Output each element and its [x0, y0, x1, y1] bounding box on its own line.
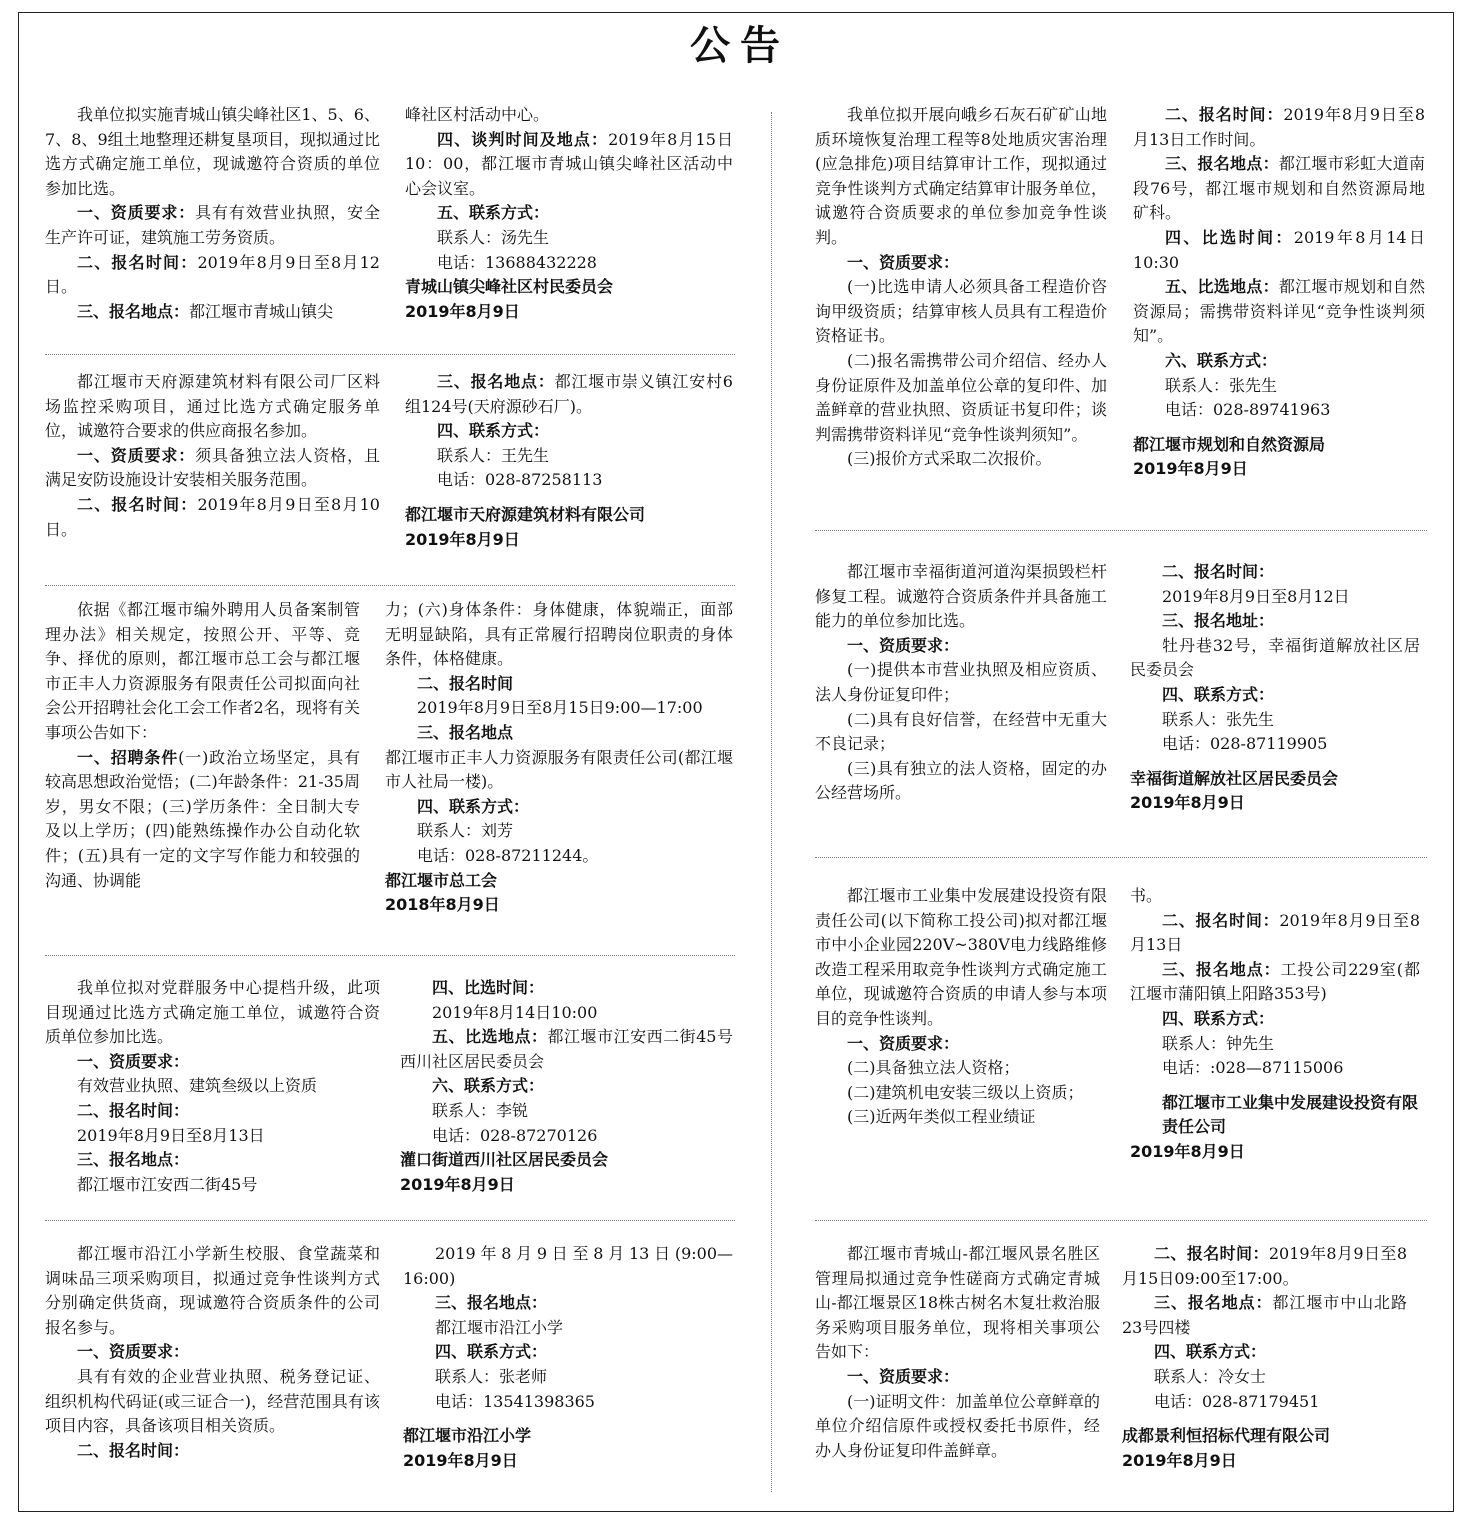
section-heading: 一、资质要求： — [77, 1342, 190, 1362]
section-heading: 四、联系方式： — [1162, 1008, 1275, 1028]
notice-1-left — [45, 103, 380, 324]
notice-text — [385, 721, 733, 746]
signature-date: 2019年8月9日 — [1130, 793, 1245, 813]
section-text: 2019年8月9日至8月13日工作时间。 — [1133, 105, 1425, 149]
notice-text — [405, 370, 733, 419]
notice-4-right — [400, 976, 733, 1197]
section-text: 都江堰市江安西二街45号 — [77, 1174, 258, 1194]
notice-9-right — [1122, 1242, 1407, 1473]
contact-phone: 电话：028-89741963 — [1165, 400, 1331, 420]
notice-8-right — [1130, 884, 1420, 1165]
notice-7-right — [1130, 560, 1420, 816]
section-heading: 二、报名时间 — [417, 673, 514, 693]
section-heading: 三、报名地点： — [77, 301, 190, 321]
notice-4-left — [45, 976, 380, 1197]
section-text: 都江堰市彩虹大道南段76号，都江堰市规划和自然资源局地矿科。 — [1133, 154, 1425, 223]
notice-text — [1130, 560, 1420, 585]
notice-text — [45, 201, 380, 250]
signature-date: 2018年8月9日 — [385, 895, 500, 915]
notice-text — [405, 201, 733, 226]
notice-text — [815, 1365, 1100, 1390]
signature-org: 幸福街道解放社区居民委员会 — [1130, 768, 1339, 788]
signature-date: 2019年8月9日 — [400, 1174, 515, 1194]
notice-text: 我单位拟实施青城山镇尖峰社区1、5、6、7、8、9组土地整理还耕复垦项目，现拟通过比选方式确定施工单位，现诚邀符合资质的单位参加比选。 — [45, 105, 380, 198]
notice-text — [1122, 1340, 1407, 1365]
section-text: (三)近两年类似工程业绩证 — [847, 1107, 1036, 1127]
section-heading: 二、报名时间： — [77, 252, 198, 272]
section-text: 都江堰市中山北路23号四楼 — [1122, 1293, 1407, 1337]
contact-person: 联系人：冷女士 — [1154, 1366, 1267, 1386]
signature-date: 2019年8月9日 — [405, 529, 520, 549]
section-text: 都江堰市青城山镇尖 — [189, 301, 334, 321]
contact-phone: 电话：028-87211244。 — [417, 845, 599, 865]
section-text: 工投公司229室(都江堰市蒲阳镇上阳路353号) — [1130, 959, 1420, 1004]
section-text: (二)报名需携带公司介绍信、经办人身份证原件及加盖单位公章的复印件、加盖鲜章的营业执照、资质证书复印件；谈判需携带资料详见“竞争性谈判须知”。 — [815, 350, 1107, 444]
separator — [815, 857, 1427, 858]
notice-text: 力；(六)身体条件：身体健康，体貌端正，面部无明显缺陷，具有正常履行招聘岗位职责的身体条件，体格健康。 — [385, 600, 733, 669]
contact-phone: 电话：028-87119905 — [1162, 734, 1328, 754]
notice-text — [815, 251, 1107, 276]
section-text: (一)提供本市营业执照及相应资质、法人身份证复印件； — [815, 660, 1107, 704]
section-heading: 三、报名地点： — [77, 1150, 190, 1170]
section-text: 都江堰市江安西二街45号西川社区居民委员会 — [400, 1027, 733, 1071]
separator — [45, 354, 735, 355]
notice-text — [1130, 609, 1420, 634]
contact-person: 联系人：张老师 — [435, 1366, 548, 1386]
notice-text — [815, 1032, 1107, 1057]
notice-text: 都江堰市工业集中发展建设投资有限责任公司(以下简称工投公司)拟对都江堰市中小企业园220V~380V电力线路维修改造工程采用取竞争性谈判方式确定施工单位，现诚邀符合资质的申请人参与本项目的竞争性谈判。 — [815, 886, 1107, 1028]
contact-person: 联系人：刘芳 — [417, 821, 514, 841]
section-heading: 四、联系方式： — [435, 1342, 548, 1362]
section-heading: 三、报名地点： — [1154, 1293, 1273, 1313]
notice-1-right — [405, 103, 733, 324]
notice-text — [815, 634, 1107, 659]
separator — [815, 530, 1427, 531]
notice-text — [400, 1025, 733, 1074]
notice-text: 依据《都江堰市编外聘用人员备案制管理办法》相关规定，按照公开、平等、竞争、择优的原则，都江堰市总工会与都江堰市正丰人力资源服务有限责任公司拟面向社会公开招聘社会化工会工作者2名，现将有关事项公告如下： — [45, 600, 360, 742]
notice-text — [403, 1340, 733, 1365]
notice-text — [45, 1099, 380, 1124]
section-text: 都江堰市规划和自然资源局；需携带资料详见“竞争性谈判须知”。 — [1133, 277, 1425, 346]
section-heading: 三、报名地点： — [435, 1293, 548, 1313]
signature-org: 灌口街道西川社区居民委员会 — [400, 1150, 609, 1170]
contact-phone: 电话：028-87179451 — [1154, 1391, 1320, 1411]
notice-text — [385, 795, 733, 820]
section-text: (一)证明文件：加盖单位公章鲜章的单位介绍信原件或授权委托书原件，经办人身份证复印件盖鲜章。 — [815, 1391, 1100, 1460]
notice-text: 都江堰市幸福街道河道沟渠损毁栏杆修复工程。诚邀符合资质条件并具备施工能力的单位参加比选。 — [815, 562, 1107, 631]
notice-text — [1122, 1242, 1407, 1291]
section-text: 2019年8月9日至8月12日 — [1162, 586, 1350, 606]
signature-org: 都江堰市工业集中发展建设投资有限责任公司 — [1162, 1092, 1419, 1137]
signature-org: 都江堰市总工会 — [385, 870, 498, 890]
section-text: (一)比选申请人必须具备工程造价咨询甲级资质；结算审核人员具有工程造价资格证书。 — [815, 277, 1107, 346]
section-text: 2019年8月9日至8月13日 — [1130, 910, 1420, 955]
section-heading: 二、报名时间： — [1162, 562, 1275, 581]
notice-text: 都江堰市沿江小学新生校服、食堂蔬菜和调味品三项采购项目，拟通过竞争性谈判方式分别确定供货商，现诚邀符合资质条件的公司报名参与。 — [45, 1244, 380, 1337]
contact-phone: 电话：028-87258113 — [437, 470, 603, 490]
section-text: 都江堰市沿江小学 — [435, 1317, 564, 1337]
section-text: (三)具有独立的法人资格，固定的办公经营场所。 — [815, 758, 1107, 803]
notice-text — [45, 251, 380, 300]
section-text: (二)具备独立法人资格； — [847, 1058, 1020, 1078]
page-title: 公告 — [690, 23, 790, 69]
notice-8-left — [815, 884, 1107, 1130]
notice-7-left — [815, 560, 1107, 806]
contact-person: 联系人：王先生 — [437, 445, 550, 465]
section-text: 2019年8月9日至8月15日09:00至17:00。 — [1122, 1244, 1407, 1288]
section-heading: 五、比选地点： — [1165, 277, 1279, 297]
notice-text — [1130, 683, 1420, 708]
notice-6-left — [815, 103, 1107, 472]
notice-text — [385, 672, 733, 697]
signature-date: 2019年8月9日 — [1133, 459, 1248, 479]
notice-5-left — [45, 1242, 380, 1463]
section-text: 有效营业执照、建筑叁级以上资质 — [77, 1076, 318, 1096]
notice-text: 书。 — [1130, 886, 1163, 905]
section-heading: 一、资质要求： — [847, 1033, 960, 1053]
notice-text — [1133, 349, 1425, 374]
notice-text — [1122, 1291, 1407, 1340]
notice-text — [403, 1291, 733, 1316]
notice-text: 都江堰市青城山-都江堰风景名胜区管理局拟通过竞争性磋商方式确定青城山-都江堰景区18株古树名木复壮救治服务采购项目服务单位，现将相关事项公告如下： — [815, 1244, 1100, 1362]
section-text: 都江堰市正丰人力资源服务有限责任公司(都江堰市人社局一楼)。 — [385, 747, 733, 792]
section-heading: 四、联系方式： — [417, 796, 530, 816]
notice-text: 我单位拟对党群服务中心提档升级，此项目现通过比选方式确定施工单位，诚邀符合资质单位参加比选。 — [45, 978, 380, 1047]
section-heading: 四、谈判时间及地点： — [437, 129, 609, 149]
contact-person: 联系人：张先生 — [1162, 709, 1275, 729]
section-heading: 一、资质要求： — [847, 635, 960, 655]
section-text: 2019年8月14日10:00 — [432, 1002, 598, 1022]
section-heading: 四、联系方式： — [1162, 684, 1275, 704]
contact-phone: 电话：:028—87115006 — [1162, 1058, 1344, 1078]
signature-date: 2019年8月9日 — [1130, 1141, 1245, 1161]
section-heading: 四、联系方式： — [1154, 1342, 1267, 1362]
notice-text — [1130, 1007, 1420, 1032]
section-heading: 三、报名地点： — [1165, 154, 1279, 174]
contact-person: 联系人：汤先生 — [437, 227, 550, 247]
section-heading: 一、资质要求： — [77, 203, 196, 223]
signature-date: 2019年8月9日 — [1122, 1450, 1237, 1470]
separator — [45, 955, 735, 956]
section-text: 具有有效的企业营业执照、税务登记证、组织机构代码证(或三证合一)，经营范围具有该项目内容，具备该项目相关资质。 — [45, 1366, 380, 1436]
section-text: 2019年8月9日至8月10日。 — [45, 494, 380, 539]
section-heading: 一、资质要求： — [77, 1051, 190, 1071]
separator — [45, 1220, 735, 1221]
notice-text — [1133, 152, 1425, 226]
section-text: 须具备独立法人资格，且满足安防设施设计安装相关服务范围。 — [45, 445, 380, 490]
section-heading: 一、招聘条件 — [77, 747, 179, 767]
section-heading: 二、报名时间： — [1154, 1244, 1269, 1263]
notice-text — [400, 976, 733, 1001]
notice-text — [400, 1074, 733, 1099]
notice-text — [45, 1050, 380, 1075]
section-heading: 一、资质要求： — [77, 445, 196, 465]
section-heading: 三、报名地点： — [1162, 959, 1281, 979]
section-text: 2019年8月9日至8月15日9:00—17:00 — [417, 698, 703, 718]
signature-org: 都江堰市沿江小学 — [403, 1426, 532, 1446]
section-heading: 六、联系方式： — [1165, 350, 1278, 370]
notice-text — [45, 746, 360, 894]
section-text: 2019年8月9日至8月12日。 — [45, 252, 380, 297]
section-text: 2019年8月9日至8月13日(9:00—16:00) — [403, 1244, 733, 1288]
section-text: (二)具有良好信誉，在经营中无重大不良记录； — [815, 709, 1107, 754]
notice-6-right — [1133, 103, 1425, 482]
notice-text — [1133, 275, 1425, 349]
signature-org: 青城山镇尖峰社区村民委员会 — [405, 277, 614, 297]
notice-text — [45, 493, 380, 542]
section-text: 2019年8月9日至8月13日 — [77, 1125, 265, 1145]
section-heading: 四、联系方式： — [437, 421, 550, 441]
notice-2-right — [405, 370, 733, 552]
notice-3-left — [45, 598, 360, 893]
signature-date: 2019年8月9日 — [403, 1450, 518, 1470]
notice-text — [45, 444, 380, 493]
notice-text — [405, 128, 733, 202]
section-text: 2019年8月15日10：00，都江堰市青城山镇尖峰社区活动中心会议室。 — [405, 129, 733, 198]
contact-person: 联系人：张先生 — [1165, 375, 1278, 395]
signature-date: 2019年8月9日 — [405, 301, 520, 321]
notice-text — [1130, 909, 1420, 958]
section-heading: 四、比选时间： — [432, 978, 545, 997]
section-heading: 三、报名地址： — [1162, 611, 1275, 631]
contact-phone: 电话：028-87270126 — [432, 1125, 598, 1145]
signature-org: 都江堰市天府源建筑材料有限公司 — [405, 504, 646, 524]
contact-phone: 电话：13541398365 — [435, 1391, 595, 1411]
section-heading: 五、比选地点： — [432, 1027, 548, 1047]
section-text: 都江堰市崇义镇江安村6组124号(天府源砂石厂)。 — [405, 372, 733, 416]
notice-9-left — [815, 1242, 1100, 1463]
section-heading: 二、报名时间： — [1162, 910, 1280, 930]
notice-text — [405, 419, 733, 444]
contact-phone: 电话：13688432228 — [437, 252, 597, 272]
section-text: (二)建筑机电安装三级以上资质； — [847, 1082, 1084, 1102]
notice-text — [45, 1340, 380, 1365]
notice-2-left — [45, 370, 380, 542]
notice-text — [1133, 103, 1425, 152]
section-heading: 三、报名地点 — [417, 722, 514, 742]
section-heading: 二、报名时间： — [77, 1440, 190, 1460]
section-text: 具有有效营业执照，安全生产许可证，建筑施工劳务资质。 — [45, 203, 380, 247]
notice-text: 峰社区村活动中心。 — [405, 105, 550, 124]
section-text: (一)政治立场坚定，具有较高思想政治觉悟；(二)年龄条件：21-35周岁，男女不限；(三)学历条件：全日制大专及以上学历；(四)能熟练操作办公自动化软件；(五)具有一定的文字写作能力和较强的沟通、协调能 — [45, 747, 360, 890]
separator — [815, 1220, 1427, 1221]
contact-person: 联系人：李锐 — [432, 1100, 529, 1120]
section-heading: 三、报名地点： — [437, 372, 555, 391]
center-divider — [771, 112, 772, 1492]
notice-text — [45, 1439, 380, 1464]
section-heading: 一、资质要求： — [847, 252, 960, 272]
notice-text — [45, 1148, 380, 1173]
section-heading: 二、报名时间： — [77, 494, 198, 514]
section-heading: 四、比选时间： — [1165, 227, 1294, 247]
signature-org: 都江堰市规划和自然资源局 — [1133, 434, 1326, 454]
section-heading: 二、报名时间： — [77, 1100, 190, 1120]
section-text: 牡丹巷32号，幸福街道解放社区居民委员会 — [1130, 635, 1420, 680]
notice-text: 我单位拟开展向峨乡石灰石矿矿山地质环境恢复治理工程等8处地质灾害治理(应急排危)项目结算审计工作，现拟通过竞争性谈判方式确定结算审计服务单位，诚邀符合资质要求的单位参加竞争性谈判。 — [815, 105, 1107, 247]
separator — [45, 585, 735, 586]
notice-3-right — [385, 598, 733, 918]
section-text: (三)报价方式采取二次报价。 — [847, 449, 1052, 469]
section-heading: 二、报名时间： — [1165, 105, 1284, 124]
section-heading: 六、联系方式： — [432, 1076, 545, 1096]
notice-text — [1133, 226, 1425, 275]
notice-5-right — [403, 1242, 733, 1473]
section-heading: 五、联系方式： — [437, 203, 550, 223]
notice-text: 都江堰市天府源建筑材料有限公司厂区料场监控采购项目，通过比选方式确定服务单位，诚邀符合要求的供应商报名参加。 — [45, 372, 380, 441]
notice-text — [45, 300, 380, 325]
signature-org: 成都景利恒招标代理有限公司 — [1122, 1426, 1331, 1446]
contact-person: 联系人：钟先生 — [1162, 1033, 1275, 1053]
notice-text — [1130, 958, 1420, 1007]
section-heading: 一、资质要求： — [847, 1366, 960, 1386]
section-text: 2019年8月14日10:30 — [1133, 227, 1425, 272]
